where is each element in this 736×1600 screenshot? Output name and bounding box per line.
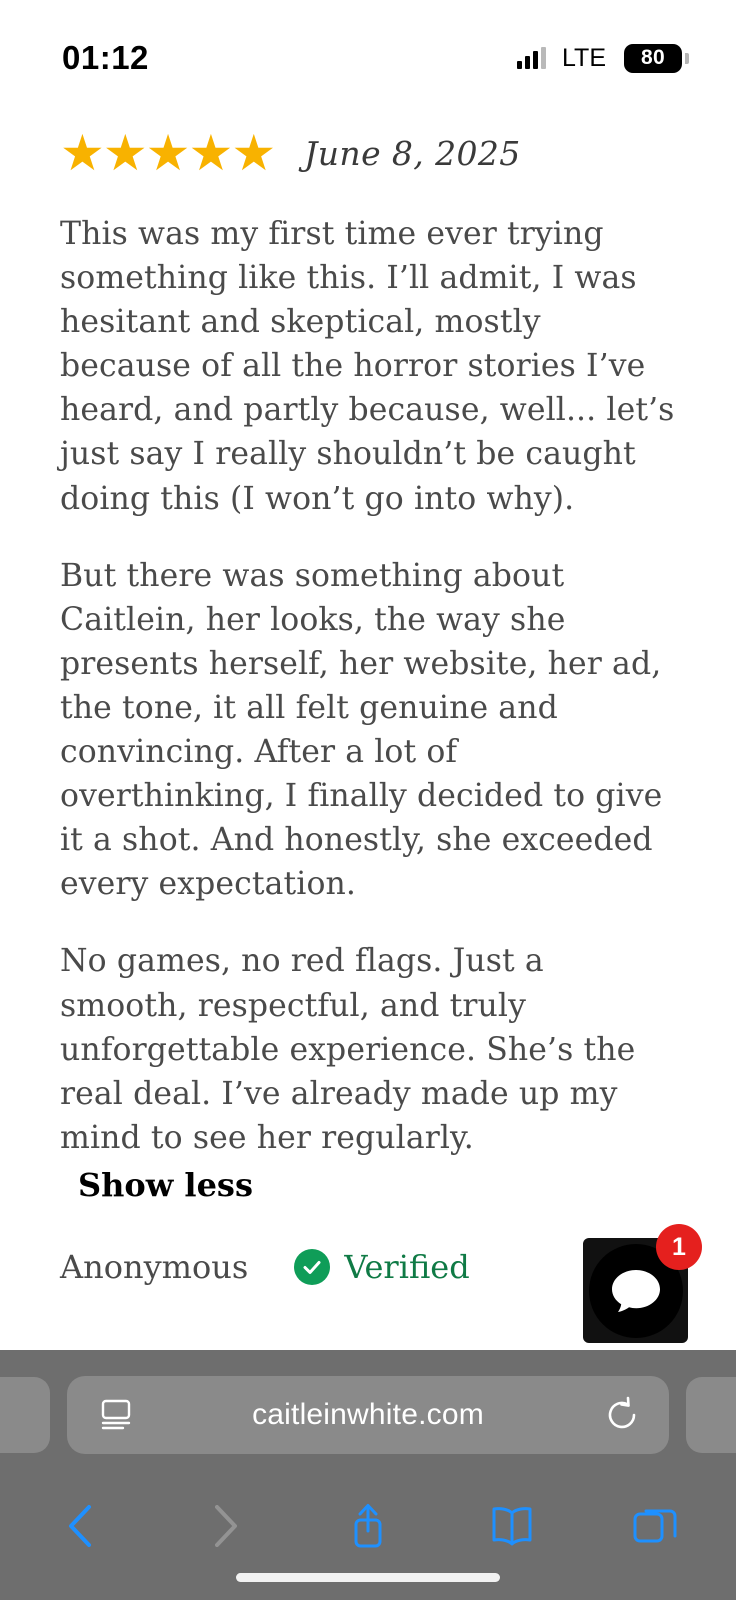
star-icon: ★ xyxy=(231,125,275,181)
review-paragraph: But there was something about Caitlein, her looks, the way she presents herself, her website, her ad, the tone, it all felt genuine and convincing. After a lot of overthinking, I finally decided to give it a shot. And honestly, she exceeded every expectation. xyxy=(60,557,663,903)
show-less-button[interactable]: Show less xyxy=(78,1165,253,1204)
tabs-button[interactable] xyxy=(620,1491,690,1561)
reader-view-icon[interactable] xyxy=(97,1398,135,1432)
verified-label: Verified xyxy=(344,1247,470,1286)
review-body xyxy=(60,212,676,1160)
review-paragraph: This was my first time ever trying something like this. I’ll admit, I was hesitant and skeptical, mostly because of all the horror stories I’ve heard, and partly because, well... let’s just say I really shouldn’t be caught doing this (I won’t go into why). xyxy=(60,216,675,517)
next-tab-preview[interactable] xyxy=(686,1377,736,1453)
star-icon: ★ xyxy=(60,125,103,181)
star-icon: ★ xyxy=(145,125,189,181)
status-indicators xyxy=(517,28,682,73)
star-icon: ★ xyxy=(102,125,146,181)
share-button[interactable] xyxy=(333,1491,403,1561)
review-header xyxy=(60,118,676,188)
bookmarks-button[interactable] xyxy=(477,1491,547,1561)
home-indicator xyxy=(236,1573,500,1582)
battery-icon xyxy=(624,44,682,73)
star-rating xyxy=(60,125,275,181)
tab-strip xyxy=(0,1350,736,1472)
forward-button[interactable] xyxy=(190,1491,260,1561)
check-circle-icon xyxy=(294,1249,330,1285)
cellular-signal-icon xyxy=(517,47,546,69)
chat-unread-badge: 1 xyxy=(656,1224,702,1270)
browser-toolbar xyxy=(0,1472,736,1572)
previous-tab-preview[interactable] xyxy=(0,1377,50,1453)
reload-icon[interactable] xyxy=(603,1396,641,1434)
address-bar[interactable] xyxy=(67,1376,669,1454)
star-icon: ★ xyxy=(188,125,232,181)
review-card xyxy=(0,118,736,1286)
url-text: caitleinwhite.com xyxy=(252,1398,484,1431)
review-date: June 8, 2025 xyxy=(304,133,521,173)
reviewer-name: Anonymous xyxy=(60,1247,249,1286)
chat-widget-button[interactable] xyxy=(583,1232,688,1343)
review-paragraph: No games, no red flags. Just a smooth, respectful, and truly unforgettable experience. She’s the real deal. I’ve already made up my mind to see her regularly. xyxy=(60,943,636,1156)
battery-level-label: 80 xyxy=(641,46,665,69)
status-bar xyxy=(0,0,736,100)
network-type-label: LTE xyxy=(562,43,606,72)
safari-bottom-bar xyxy=(0,1350,736,1600)
back-button[interactable] xyxy=(46,1491,116,1561)
verified-badge-group xyxy=(294,1248,469,1286)
status-time: 01:12 xyxy=(62,39,149,76)
